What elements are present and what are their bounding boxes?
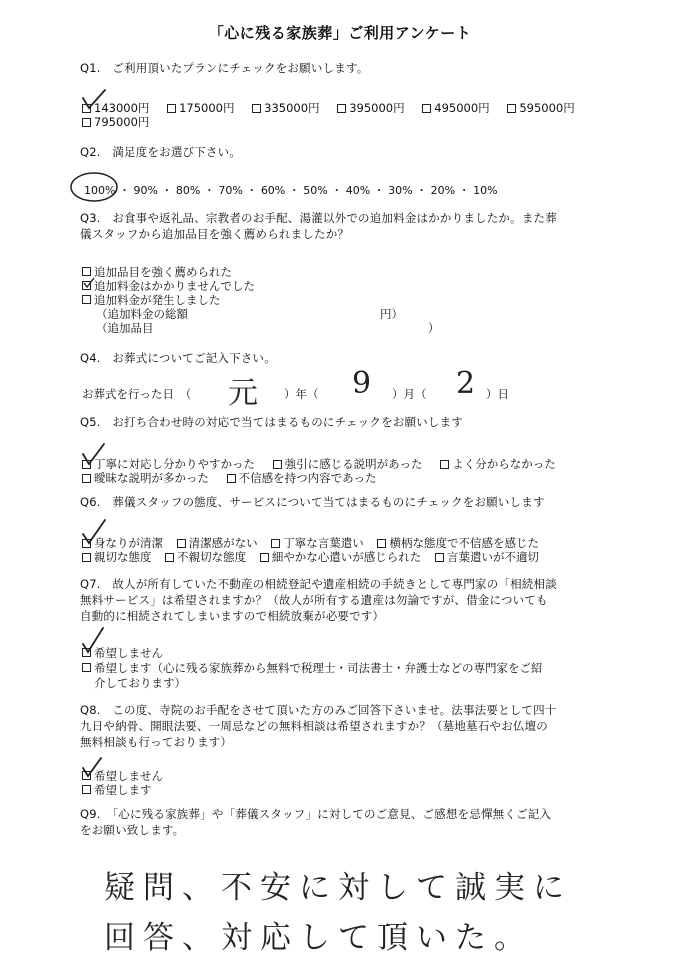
checkbox[interactable] [422, 104, 431, 113]
checkbox[interactable] [167, 104, 176, 113]
q3-option-extra-charged[interactable]: 追加料金が発生しました [82, 292, 221, 308]
checkbox[interactable] [337, 104, 346, 113]
q6-question: Q6. 葬儀スタッフの態度、サービスについて当てはまるものにチェックをお願いします [80, 495, 545, 509]
checkbox[interactable] [177, 539, 186, 548]
q1-option-335000[interactable]: 335000円 [252, 100, 319, 116]
q6-option-kind[interactable]: 親切な態度 [82, 549, 152, 565]
q3-items-close: ） [428, 321, 440, 335]
q7-option-yes-cont: 介しております） [94, 676, 186, 690]
q3-question-line1: Q3. お食事や返礼品、宗教者のお手配、湯灌以外での追加料金はかかりましたか。また葬 [80, 211, 557, 225]
checkbox[interactable] [82, 474, 91, 483]
page-title: 「心に残る家族葬」ご利用アンケート [208, 24, 472, 42]
q5-option-distrust[interactable]: 不信感を持つ内容であった [227, 470, 377, 486]
q5-handwritten-checkmark-icon [80, 442, 108, 468]
q4-month-close: ）月（ [392, 387, 427, 401]
q1-option-143000[interactable]: 143000円 [82, 100, 149, 116]
q2-option-20[interactable]: 20% [430, 184, 456, 197]
q6-row2 [82, 549, 539, 565]
q2-option-30[interactable]: 30% [388, 184, 413, 197]
q1-option-595000[interactable]: 595000円 [507, 100, 574, 116]
checkbox[interactable] [435, 553, 444, 562]
q3-question-line2: 儀スタッフから追加品目を強く薦められましたか？ [80, 227, 350, 241]
q1-question: Q1. ご利用頂いたプランにチェックをお願いします。 [80, 61, 369, 75]
q6-option-not-clean[interactable]: 清潔感がない [177, 535, 258, 551]
q5-option-ambiguous[interactable]: 曖昧な説明が多かった [82, 470, 209, 486]
q7-question-line1: Q7. 故人が所有していた不動産の相続登記や遺産相続の手続きとして専門家の「相続相談 [80, 577, 557, 591]
q2-option-10[interactable]: 10% [473, 184, 498, 197]
q6-option-thoughtful[interactable]: 細やかな心遣いが感じられた [260, 549, 422, 565]
q8-question-line1: Q8. この度、寺院のお手配をさせて頂いた方のみご回答下さいませ。法事法要として四十 [80, 703, 557, 717]
q6-option-clean[interactable]: 身なりが清潔 [82, 535, 163, 551]
q4-day-close: ）日 [486, 387, 509, 401]
q6-option-polite-language[interactable]: 丁寧な言葉遣い [271, 535, 364, 551]
q7-option-yes[interactable]: 希望します（心に残る家族葬から無料で税理士・司法書士・弁護士などの専門家をご紹 [82, 660, 543, 676]
q2-option-80[interactable]: 80% [175, 184, 201, 197]
q3-items-label: （追加品目 [96, 321, 154, 335]
q3-total-unit: 円） [380, 307, 403, 321]
q5-option-polite[interactable]: 丁寧に対応し分かりやすかった [82, 456, 255, 472]
checkbox[interactable] [82, 295, 91, 304]
checkbox[interactable] [82, 785, 91, 794]
q9-question-line1: Q9. 「心に残る家族葬」や「葬儀スタッフ」に対してのご意見、ご感想を忌憚無くご記入 [80, 807, 552, 821]
checkbox[interactable] [507, 104, 516, 113]
checkbox[interactable] [82, 118, 91, 127]
checkbox[interactable] [82, 663, 91, 672]
q5-option-unclear[interactable]: よく分からなかった [440, 456, 556, 472]
q2-option-40[interactable]: 40% [345, 184, 371, 197]
checkbox[interactable] [260, 553, 269, 562]
q8-handwritten-checkmark-icon [80, 756, 104, 778]
q9-answer-line2: 回答、対応して頂いた。 [104, 920, 533, 956]
q1-option-175000[interactable]: 175000円 [167, 100, 234, 116]
q9-answer-line1: 疑問、不安に対して誠実に [104, 870, 572, 906]
q4-question: Q4. お葬式についてご記入下さい。 [80, 351, 276, 365]
q6-option-bad-language[interactable]: 言葉遣いが不適切 [435, 549, 539, 565]
q4-day-value[interactable]: 2 [456, 366, 476, 401]
q4-month-value[interactable]: 9 [352, 366, 372, 401]
q5-option-pushy[interactable]: 強引に感じる説明があった [273, 456, 423, 472]
q4-year-close: ）年（ [284, 387, 319, 401]
q2-option-100[interactable]: 100% [84, 184, 116, 197]
q7-option-no[interactable]: 希望しません [82, 645, 163, 661]
checkbox[interactable] [273, 460, 282, 469]
checkbox[interactable] [227, 474, 236, 483]
q4-date-label: お葬式を行った日 （ [82, 387, 192, 401]
checkbox[interactable] [82, 553, 91, 562]
q1-option-795000[interactable]: 795000円 [82, 114, 149, 130]
q2-handwritten-circle-icon [68, 170, 120, 204]
checkbox[interactable] [165, 553, 174, 562]
q1-options-row2 [82, 114, 163, 130]
q6-option-arrogant[interactable]: 横柄な態度で不信感を感じた [377, 535, 539, 551]
checkbox[interactable] [82, 267, 91, 276]
q3-checkmark-icon [82, 276, 96, 290]
q8-option-no[interactable]: 希望しません [82, 768, 163, 784]
q1-option-495000[interactable]: 495000円 [422, 100, 489, 116]
checkbox[interactable] [440, 460, 449, 469]
q2-option-50[interactable]: 50% [303, 184, 328, 197]
q2-option-60[interactable]: 60% [260, 184, 286, 197]
q6-handwritten-checkmark-icon [80, 518, 108, 546]
q2-option-90[interactable]: 90% [133, 184, 158, 197]
q3-option-recommended[interactable]: 追加品目を強く薦められた [82, 264, 232, 280]
q4-year-value[interactable]: 元 [228, 376, 258, 411]
q8-question-line3: 無料相談も行っております） [80, 735, 233, 749]
q2-options: 100% ・ 90% ・ 80% ・ 70% ・ 60% ・ 50% ・ 40% ・ 30% ・ 20% ・ 10% [84, 184, 498, 197]
checkbox[interactable] [271, 539, 280, 548]
q5-row2 [82, 470, 391, 486]
q1-option-395000[interactable]: 395000円 [337, 100, 404, 116]
q7-question-line3: 自動的に相続されてしまいますので相続放棄が必要です） [80, 609, 385, 623]
q1-handwritten-checkmark-icon [80, 88, 108, 112]
q5-question: Q5. お打ち合わせ時の対応で当てはまるものにチェックをお願いします [80, 415, 463, 429]
q2-question: Q2. 満足度をお選び下さい。 [80, 145, 242, 159]
q8-question-line2: 九日や納骨、開眼法要、一周忌などの無料相談は希望されますか？（墓地墓石やお仏壇の [80, 719, 548, 733]
checkbox[interactable] [252, 104, 261, 113]
q7-handwritten-checkmark-icon [80, 626, 106, 654]
q8-option-yes[interactable]: 希望します [82, 782, 152, 798]
q9-question-line2: をお願い致します。 [80, 823, 185, 837]
q7-question-line2: 無料サービス」は希望されますか？（故人が所有する遺産は勿論ですが、借金についても [80, 593, 548, 607]
q3-total-label: （追加料金の総額 [96, 307, 188, 321]
checkbox[interactable] [377, 539, 386, 548]
q3-option-no-extra[interactable]: 追加料金はかかりませんでした [82, 278, 255, 294]
q2-option-70[interactable]: 70% [218, 184, 243, 197]
q6-option-unkind[interactable]: 不親切な態度 [165, 549, 246, 565]
